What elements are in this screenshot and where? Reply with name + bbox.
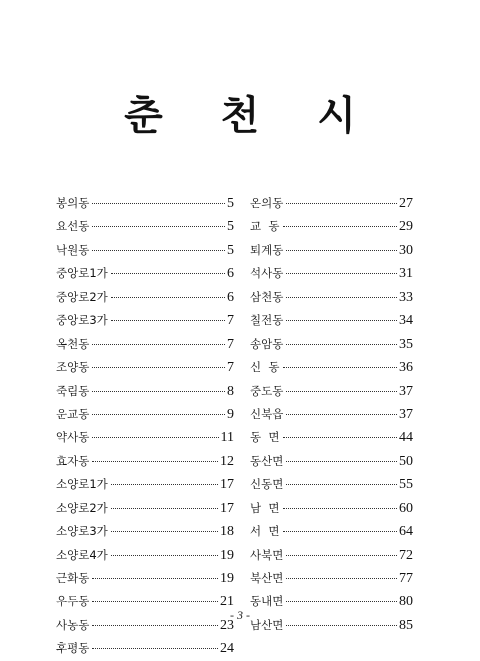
dot-leader xyxy=(286,414,397,415)
toc-entry-name: 서 면 xyxy=(250,524,280,539)
toc-entry-page: 6 xyxy=(227,266,234,282)
toc-entry xyxy=(56,567,234,590)
dot-leader xyxy=(283,508,397,509)
toc-entry-name: 옥천동 xyxy=(56,336,90,351)
toc-entry-name: 사북면 xyxy=(250,547,284,562)
toc-entry xyxy=(56,473,234,496)
toc-entry xyxy=(56,356,234,379)
toc-entry xyxy=(56,309,234,332)
toc-entry-name: 효자동 xyxy=(56,453,90,468)
toc-entry-name: 중도동 xyxy=(250,383,284,398)
dot-leader xyxy=(286,344,397,345)
toc-right-column xyxy=(250,192,413,637)
dot-leader xyxy=(92,648,218,649)
toc-entry xyxy=(56,426,234,449)
toc-entry xyxy=(250,215,413,238)
toc-entry-page: 18 xyxy=(220,524,234,540)
dot-leader xyxy=(111,555,218,556)
toc-entry-name: 우두동 xyxy=(56,594,90,609)
dot-leader xyxy=(92,414,225,415)
toc-entry xyxy=(250,520,413,543)
toc-entry-name: 온의동 xyxy=(250,196,284,210)
toc-entry-name: 봉의동 xyxy=(56,196,90,210)
toc-entry-page: 36 xyxy=(399,360,413,376)
toc-entry xyxy=(250,380,413,403)
toc-entry xyxy=(56,286,234,309)
toc-entry-page: 30 xyxy=(399,242,413,258)
dot-leader xyxy=(111,531,218,532)
toc-entry-name: 근화동 xyxy=(56,571,90,585)
toc-entry-page: 85 xyxy=(399,617,413,633)
toc-entry-name: 동 면 xyxy=(250,430,280,445)
toc-entry xyxy=(56,637,234,660)
toc-entry xyxy=(250,567,413,590)
toc-entry-name: 신북읍 xyxy=(250,406,284,421)
toc-entry-page: 5 xyxy=(227,196,234,211)
toc-entry-name: 중앙로2가 xyxy=(56,289,108,304)
toc-entry xyxy=(56,403,234,426)
dot-leader xyxy=(286,203,397,204)
toc-entry-name: 사농동 xyxy=(56,617,90,632)
toc-entry-name: 중앙로1가 xyxy=(56,266,108,281)
dot-leader xyxy=(92,226,225,227)
dot-leader xyxy=(286,391,397,392)
dot-leader xyxy=(92,250,225,251)
dot-leader xyxy=(286,250,397,251)
toc-entry-page: 35 xyxy=(399,336,413,352)
toc-entry-name: 요선동 xyxy=(56,219,90,234)
toc-entry-name: 중앙로3가 xyxy=(56,313,108,328)
dot-leader xyxy=(92,461,218,462)
toc-entry-page: 72 xyxy=(399,547,413,563)
toc-entry-page: 5 xyxy=(227,219,234,235)
toc-entry-page: 7 xyxy=(227,360,234,376)
dot-leader xyxy=(92,601,218,602)
dot-leader xyxy=(283,531,397,532)
toc-entry-name: 신동면 xyxy=(250,477,284,492)
dot-leader xyxy=(92,203,225,204)
toc-entry-page: 23 xyxy=(220,617,234,633)
toc-entry-name: 약사동 xyxy=(56,430,90,445)
toc-entry xyxy=(56,380,234,403)
toc-entry-page: 19 xyxy=(220,571,234,586)
toc-entry-page: 5 xyxy=(227,242,234,258)
dot-leader xyxy=(286,484,397,485)
toc-entry-page: 37 xyxy=(399,406,413,422)
dot-leader xyxy=(92,625,218,626)
toc-entry-page: 64 xyxy=(399,524,413,540)
toc-entry-page: 27 xyxy=(399,196,413,211)
toc-entry-page: 37 xyxy=(399,383,413,399)
toc-entry-name: 칠전동 xyxy=(250,313,284,328)
page-title: 춘 천 시 xyxy=(124,93,378,139)
toc-entry-page: 21 xyxy=(220,594,234,610)
toc-entry-page: 9 xyxy=(227,406,234,422)
toc-entry-page: 17 xyxy=(220,477,234,493)
toc-entry-page: 80 xyxy=(399,594,413,610)
dot-leader xyxy=(92,344,225,345)
dot-leader xyxy=(92,578,218,579)
toc-entry xyxy=(250,544,413,567)
dot-leader xyxy=(92,391,225,392)
toc-entry xyxy=(250,450,413,473)
toc-entry-name: 남 면 xyxy=(250,500,280,515)
toc-entry-name: 운교동 xyxy=(56,406,90,421)
toc-entry-page: 7 xyxy=(227,313,234,329)
toc-entry-page: 33 xyxy=(399,289,413,305)
toc-entry xyxy=(56,497,234,520)
toc-entry-name: 송암동 xyxy=(250,336,284,351)
toc-entry xyxy=(250,403,413,426)
dot-leader xyxy=(286,273,397,274)
toc-entry-page: 31 xyxy=(399,266,413,282)
toc-entry-name: 조양동 xyxy=(56,360,90,375)
toc-entry xyxy=(56,450,234,473)
toc-entry-name: 소양로2가 xyxy=(56,500,108,515)
dot-leader xyxy=(111,273,225,274)
toc-entry-page: 50 xyxy=(399,453,413,469)
toc-entry xyxy=(250,239,413,262)
page-number: - 3 - xyxy=(230,608,250,622)
toc-entry xyxy=(250,473,413,496)
dot-leader xyxy=(286,297,397,298)
dot-leader xyxy=(111,508,218,509)
toc-entry-name: 소양로3가 xyxy=(56,524,108,539)
toc-entry-page: 19 xyxy=(220,547,234,563)
dot-leader xyxy=(286,555,397,556)
dot-leader xyxy=(286,578,397,579)
toc-entry xyxy=(250,309,413,332)
toc-entry-page: 12 xyxy=(220,453,234,469)
toc-entry-name: 삼천동 xyxy=(250,289,284,304)
toc-entry-name: 북산면 xyxy=(250,571,284,585)
toc-entry-name: 남산면 xyxy=(250,617,284,632)
toc-entry xyxy=(250,333,413,356)
dot-leader xyxy=(111,320,225,321)
toc-entry xyxy=(250,192,413,215)
toc-entry xyxy=(56,239,234,262)
dot-leader xyxy=(283,226,397,227)
dot-leader xyxy=(92,367,225,368)
dot-leader xyxy=(92,437,218,438)
toc-entry-name: 소양로4가 xyxy=(56,547,108,562)
toc-entry-name: 동산면 xyxy=(250,453,284,468)
toc-entry-page: 6 xyxy=(227,289,234,305)
toc-entry-name: 교 동 xyxy=(250,219,280,234)
toc-entry-page: 44 xyxy=(399,430,413,446)
toc-entry xyxy=(250,426,413,449)
toc-entry-name: 석사동 xyxy=(250,266,284,281)
toc-entry-page: 60 xyxy=(399,500,413,516)
dot-leader xyxy=(286,461,397,462)
dot-leader xyxy=(286,320,397,321)
dot-leader xyxy=(283,437,397,438)
toc-entry-name: 낙원동 xyxy=(56,242,90,257)
toc-entry-page: 24 xyxy=(220,641,234,657)
toc-entry-page: 55 xyxy=(399,477,413,493)
toc-entry-name: 신 동 xyxy=(250,360,280,375)
toc-entry-page: 8 xyxy=(227,383,234,399)
toc-entry-page: 34 xyxy=(399,313,413,329)
toc-entry xyxy=(56,544,234,567)
toc-entry-page: 77 xyxy=(399,571,413,586)
toc-entry-page: 29 xyxy=(399,219,413,235)
toc-entry xyxy=(250,497,413,520)
dot-leader xyxy=(111,297,225,298)
toc-entry-page: 11 xyxy=(220,430,234,446)
toc-entry-name: 죽림동 xyxy=(56,383,90,398)
dot-leader xyxy=(286,625,397,626)
toc-entry-page: 7 xyxy=(227,336,234,352)
toc-entry xyxy=(250,356,413,379)
toc-entry xyxy=(56,262,234,285)
toc-left-column xyxy=(56,192,234,661)
dot-leader xyxy=(283,367,397,368)
dot-leader xyxy=(286,601,397,602)
toc-entry xyxy=(56,333,234,356)
toc-entry xyxy=(56,192,234,215)
toc-entry-name: 동내면 xyxy=(250,594,284,609)
toc-entry xyxy=(56,520,234,543)
toc-entry xyxy=(250,286,413,309)
toc-entry-name: 소양로1가 xyxy=(56,477,108,492)
toc-entry-name: 후평동 xyxy=(56,641,90,656)
toc-entry-name: 퇴계동 xyxy=(250,242,284,257)
toc-entry xyxy=(56,215,234,238)
dot-leader xyxy=(111,484,218,485)
toc-entry-page: 17 xyxy=(220,500,234,516)
toc-entry xyxy=(250,262,413,285)
